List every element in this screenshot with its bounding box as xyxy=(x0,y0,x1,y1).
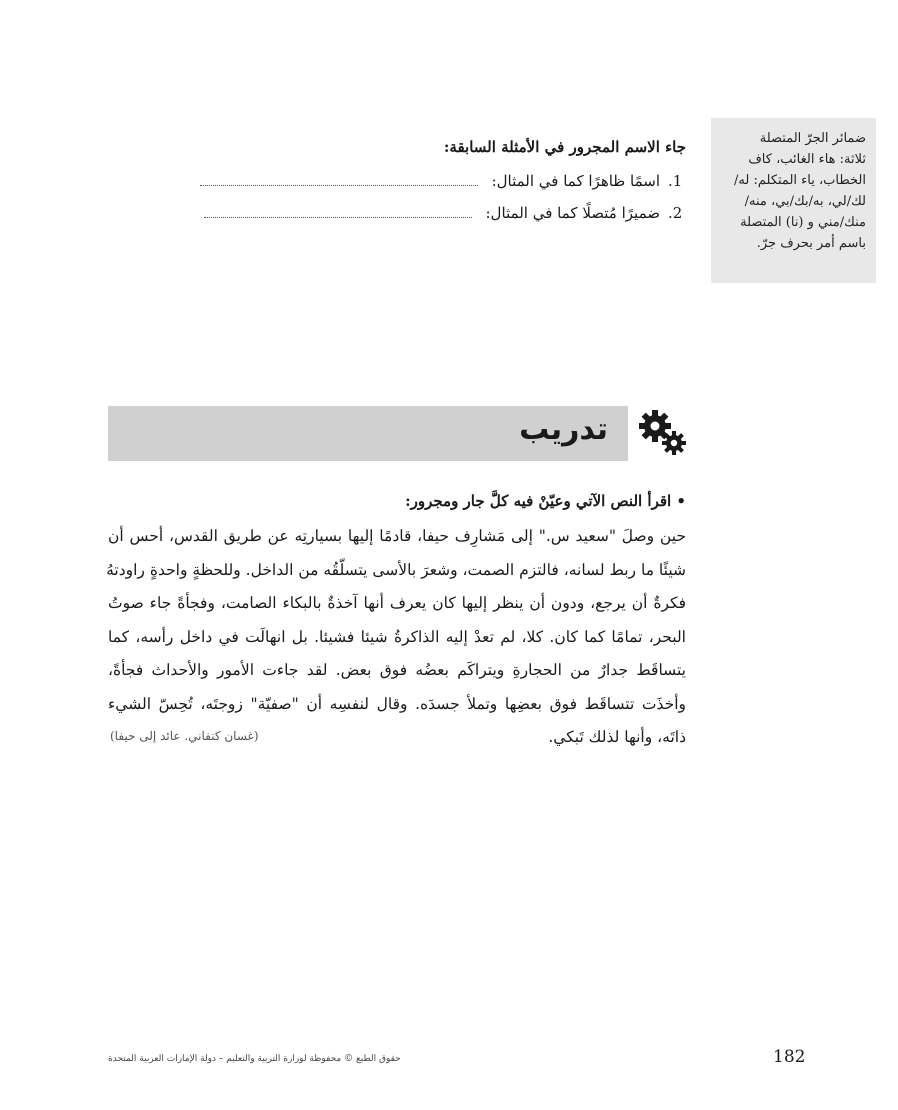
question-item-number: 2. xyxy=(668,204,683,222)
training-title: تدريب xyxy=(519,412,608,447)
question-item-text: ضميرًا مُتصلًا كما في المثال: xyxy=(485,204,660,222)
page-number: 182 xyxy=(773,1047,806,1067)
passage-credit: (غسان كنفاني. عائد إلى حيفا) xyxy=(110,729,259,743)
reading-passage xyxy=(108,520,686,755)
question-item-number: 1. xyxy=(668,172,683,190)
note-line: ثلاثة: هاء الغائب، كاف xyxy=(748,152,866,167)
note-line: الخطاب، ياء المتكلم: له/ xyxy=(734,173,866,188)
passage-line: فكرةٌ أن يرجع، ودون أن ينظر إليها كان يعرف أنها آخذةٌ بالبكاء الصامت، وفجأةً جاء صوتُ xyxy=(108,594,686,612)
answer-line[interactable] xyxy=(204,216,472,218)
note-line: باسم أمر بحرف جرّ. xyxy=(756,236,866,251)
gears-icon xyxy=(638,410,688,456)
question-item-1 xyxy=(200,172,686,190)
note-line: لك/لي، به/بك/بي، منه/ xyxy=(744,194,866,209)
passage-line: ذاتَه، وأنها لذلك تَبكي. xyxy=(548,728,686,746)
passage-line: شيئًا ما ربط لسانه، فالتزم الصمت، وشعرَ بالأسى يتسلّقُه من الداخل. وللحظةٍ واحدةٍ راودتهُ xyxy=(106,560,686,579)
sidebar-note xyxy=(711,118,876,283)
answer-line[interactable] xyxy=(200,184,478,186)
passage-line: يتساقَط جدارٌ من الحجارةِ ويتراكَم بعضُه فوق بعض. لقد جاءت الأمور والأحداث فجأةً، xyxy=(108,661,686,679)
note-line: منك/مني و (نا) المتصلة xyxy=(740,215,866,230)
question-item-2 xyxy=(204,204,687,222)
note-line: ضمائر الجرّ المتصلة xyxy=(759,131,866,146)
exercise-instruction: • اقرأ النص الآتي وعيّنْ فيه كلَّ جار ومجرور: xyxy=(405,492,686,510)
copyright-text: حقوق الطبع © محفوظة لوزارة التربية والتعليم – دولة الإمارات العربية المتحدة xyxy=(108,1054,401,1064)
passage-line: حين وصلَ "سعيد س." إلى مَشارِف حيفا، قادمًا إليها بسيارتِه عن طريق القدس، أحس أن xyxy=(108,527,686,545)
question-item-text: اسمًا ظاهرًا كما في المثال: xyxy=(491,172,660,190)
passage-line: وأخذَت تتساقَط فوق بعضِها وتملأ جسدَه. وقال لنفسِه أن "صفيّة" زوجتَه، تُحِسّ الشيء xyxy=(108,694,686,713)
passage-line: البحر، تمامًا كما كان. كلا، لم تعدْ إليه الذاكرةُ شيئا فشيئا. بل انهالَت في داخل رأسه، كما xyxy=(108,627,686,646)
question-heading: جاء الاسم المجرور في الأمثلة السابقة: xyxy=(443,138,686,156)
